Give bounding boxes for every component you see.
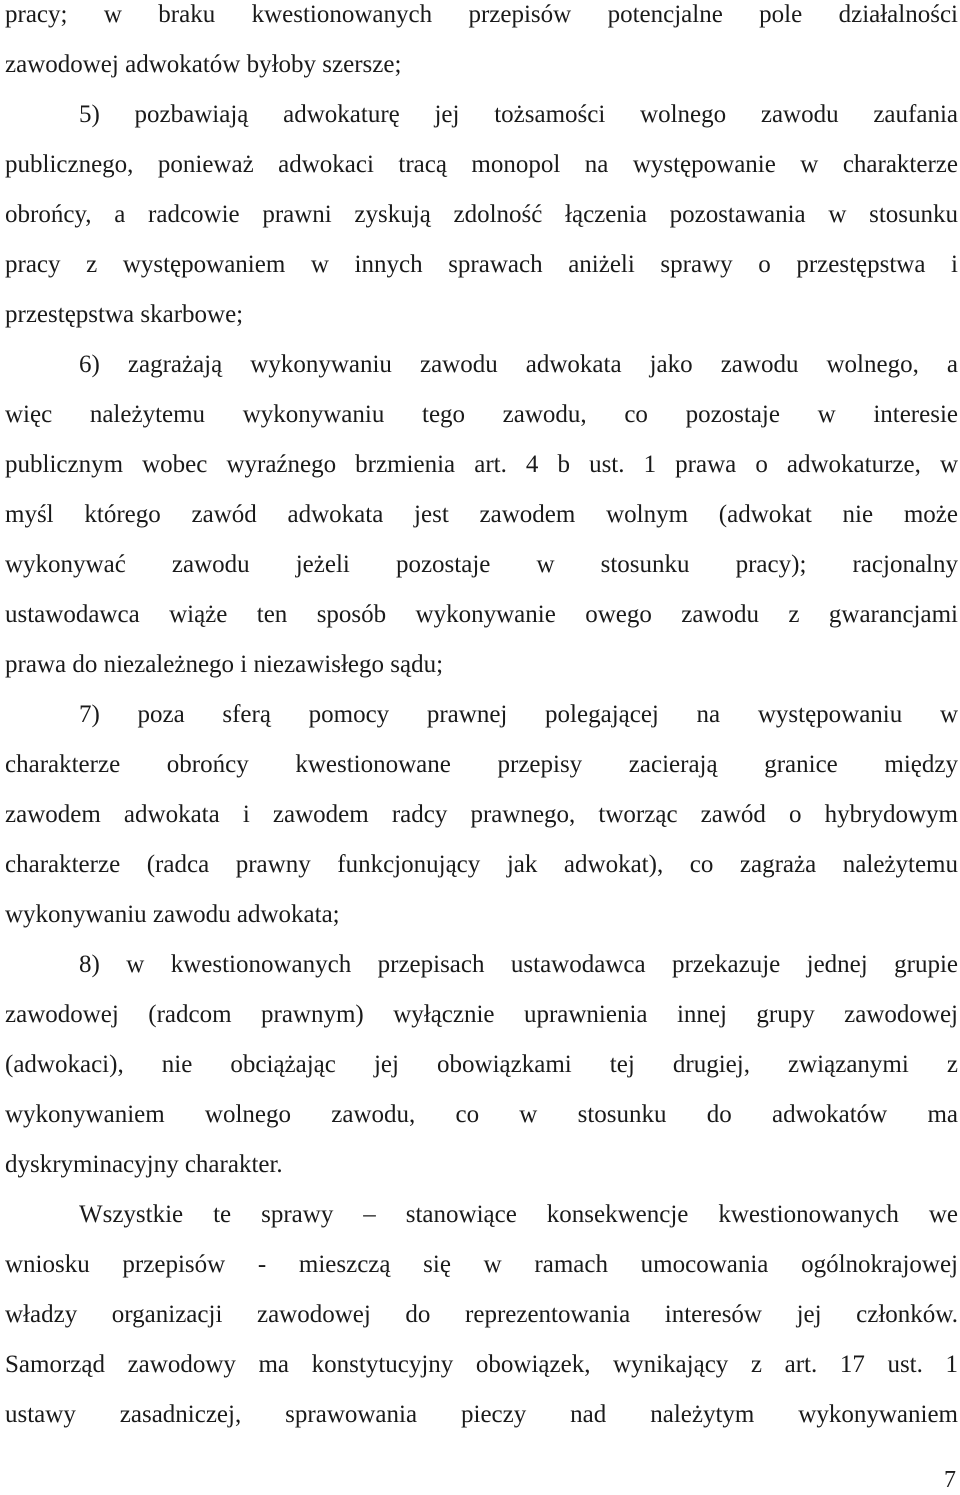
text-line: 8) w kwestionowanych przepisach ustawodawca przekazuje jednej grupie	[79, 951, 958, 978]
text-line: obrońcy, a radcowie prawni zyskują zdolność łączenia pozostawania w stosunku	[5, 201, 958, 228]
text-line: pracy; w braku kwestionowanych przepisów potencjalne pole działalności	[5, 1, 958, 28]
text-line: ustawy zasadniczej, sprawowania pieczy nad należytym wykonywaniem	[5, 1401, 958, 1428]
text-line: wykonywaniem wolnego zawodu, co w stosunku do adwokatów ma	[5, 1101, 958, 1128]
text-line: publicznego, ponieważ adwokaci tracą monopol na występowanie w charakterze	[5, 151, 958, 178]
text-line: zawodowej adwokatów byłoby szersze;	[5, 51, 402, 78]
text-line: pracy z występowaniem w innych sprawach aniżeli sprawy o przestępstwa i	[5, 251, 958, 278]
document-body	[5, 0, 958, 1440]
page-number: 7	[944, 1467, 956, 1493]
text-line: wykonywaniu zawodu adwokata;	[5, 901, 340, 928]
text-line: publicznym wobec wyraźnego brzmienia art. 4 b ust. 1 prawa o adwokaturze, w	[5, 451, 958, 478]
text-line: prawa do niezależnego i niezawisłego sądu;	[5, 651, 444, 678]
text-line: zawodowej (radcom prawnym) wyłącznie uprawnienia innej grupy zawodowej	[5, 1001, 958, 1028]
text-line: zawodem adwokata i zawodem radcy prawnego, tworząc zawód o hybrydowym	[5, 801, 958, 828]
text-line: charakterze obrońcy kwestionowane przepisy zacierają granice między	[5, 751, 958, 778]
text-line: władzy organizacji zawodowej do reprezentowania interesów jej członków.	[5, 1301, 958, 1328]
text-line: 5) pozbawiają adwokaturę jej tożsamości wolnego zawodu zaufania	[79, 101, 958, 128]
text-line: myśl którego zawód adwokata jest zawodem wolnym (adwokat nie może	[5, 501, 958, 528]
paragraph	[5, 690, 958, 940]
text-line: 7) poza sferą pomocy prawnej polegającej na występowaniu w	[79, 701, 958, 728]
paragraph	[5, 0, 958, 90]
text-line: Samorząd zawodowy ma konstytucyjny obowiązek, wynikający z art. 17 ust. 1	[5, 1351, 958, 1378]
text-line: (adwokaci), nie obciążając jej obowiązkami tej drugiej, związanymi z	[5, 1051, 958, 1078]
text-line: Wszystkie te sprawy – stanowiące konsekwencje kwestionowanych we	[79, 1201, 958, 1228]
text-line: charakterze (radca prawny funkcjonujący jak adwokat), co zagraża należytemu	[5, 851, 958, 878]
paragraph	[5, 340, 958, 690]
text-line: wykonywać zawodu jeżeli pozostaje w stosunku pracy); racjonalny	[5, 551, 958, 578]
text-line: dyskryminacyjny charakter.	[5, 1151, 283, 1178]
paragraph	[5, 940, 958, 1190]
text-line: więc należytemu wykonywaniu tego zawodu, co pozostaje w interesie	[5, 401, 958, 428]
paragraph	[5, 90, 958, 340]
text-line: wniosku przepisów - mieszczą się w ramach umocowania ogólnokrajowej	[5, 1251, 958, 1278]
text-line: ustawodawca wiąże ten sposób wykonywanie owego zawodu z gwarancjami	[5, 601, 958, 628]
paragraph	[5, 1190, 958, 1440]
text-line: 6) zagrażają wykonywaniu zawodu adwokata jako zawodu wolnego, a	[79, 351, 958, 378]
text-line: przestępstwa skarbowe;	[5, 301, 244, 328]
